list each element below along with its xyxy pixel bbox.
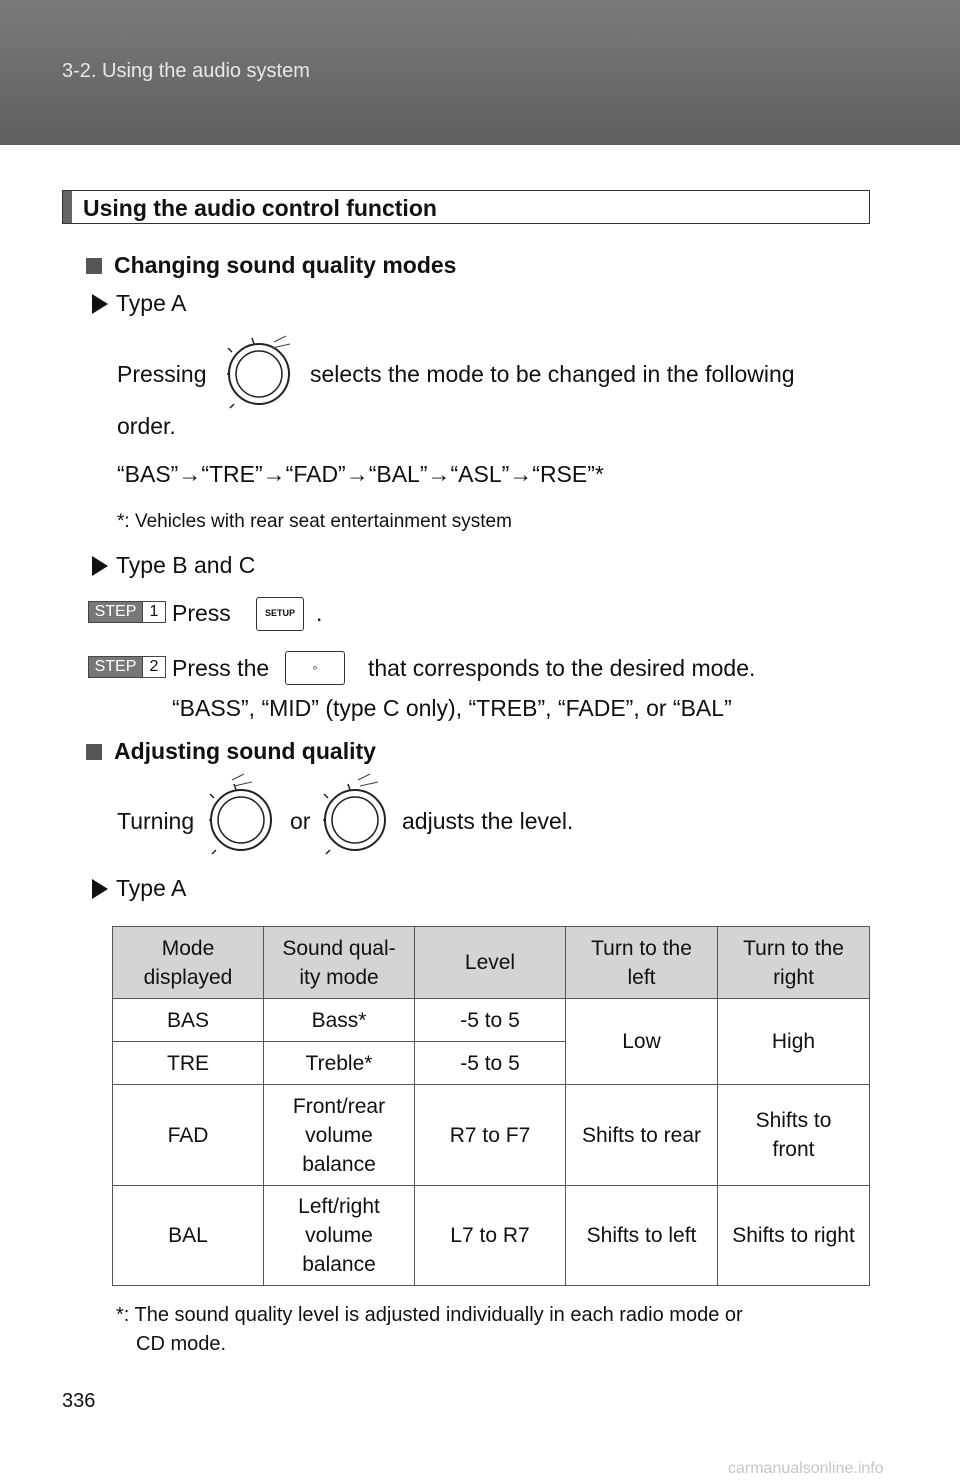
header-line: right bbox=[773, 965, 814, 989]
table-header-row bbox=[113, 927, 870, 999]
rse-note: *: Vehicles with rear seat entertainment system bbox=[117, 511, 512, 532]
type-bc-text: Type B and C bbox=[116, 552, 256, 578]
header-line: ity mode bbox=[299, 965, 379, 989]
cell-right bbox=[718, 1085, 870, 1186]
cell-level: -5 to 5 bbox=[415, 1042, 566, 1085]
adjusting-heading bbox=[86, 738, 376, 765]
step2-detail: “BASS”, “MID” (type C only), “TREB”, “FADE”, or “BAL” bbox=[172, 695, 732, 721]
square-bullet-icon bbox=[86, 744, 102, 760]
step1-pre: Press bbox=[172, 600, 231, 626]
table-row bbox=[113, 1186, 870, 1286]
pressing-cont: order. bbox=[117, 413, 176, 439]
type-bc-label bbox=[92, 552, 255, 579]
step2-pre: Press the bbox=[172, 655, 270, 681]
preset-button-icon: ◦ bbox=[285, 651, 345, 685]
cell-high: High bbox=[718, 999, 870, 1085]
adjust-type-a-text: Type A bbox=[116, 875, 187, 901]
turning-pre: Turning bbox=[117, 808, 195, 834]
step-label: STEP bbox=[89, 602, 142, 622]
cell-quality bbox=[264, 1085, 415, 1186]
adjust-type-a-label bbox=[92, 875, 186, 902]
adjusting-heading-text: Adjusting sound quality bbox=[114, 738, 376, 764]
page-number: 336 bbox=[62, 1390, 96, 1412]
turning-post: adjusts the level. bbox=[402, 808, 574, 834]
header-line: displayed bbox=[143, 965, 233, 989]
cell-right: Shifts to right bbox=[718, 1186, 870, 1286]
cell-mode: BAS bbox=[113, 999, 264, 1042]
section-accent bbox=[63, 191, 72, 223]
breadcrumb: 3-2. Using the audio system bbox=[62, 60, 310, 82]
step2-badge bbox=[88, 656, 166, 678]
pressing-post: selects the mode to be changed in the following bbox=[310, 361, 795, 387]
step-number: 1 bbox=[142, 602, 165, 622]
cell-left: Shifts to rear bbox=[566, 1085, 718, 1186]
pressing-pre: Pressing bbox=[117, 361, 207, 387]
header-right bbox=[718, 927, 870, 999]
changing-heading-text: Changing sound quality modes bbox=[114, 252, 457, 278]
triangle-bullet-icon bbox=[92, 294, 108, 314]
table-row bbox=[113, 999, 870, 1042]
cell-line: Shifts to bbox=[755, 1109, 832, 1132]
cell-line: Left/right bbox=[298, 1195, 380, 1218]
sound-quality-table bbox=[112, 926, 870, 1286]
cell-line: balance bbox=[302, 1253, 376, 1276]
cell-quality: Bass* bbox=[264, 999, 415, 1042]
step1-post: . bbox=[316, 600, 323, 626]
step-label: STEP bbox=[89, 657, 142, 677]
header-line: Sound qual- bbox=[282, 936, 396, 960]
cell-level: L7 to R7 bbox=[415, 1186, 566, 1286]
tune-scroll-knob-icon bbox=[318, 772, 398, 856]
section-title-bar bbox=[62, 190, 870, 224]
table-row bbox=[113, 1085, 870, 1186]
cell-level: -5 to 5 bbox=[415, 999, 566, 1042]
header-line: Turn to the bbox=[743, 936, 844, 960]
cell-left: Shifts to left bbox=[566, 1186, 718, 1286]
step-number: 2 bbox=[142, 657, 165, 677]
cell-low: Low bbox=[566, 999, 718, 1085]
step2-post: that corresponds to the desired mode. bbox=[368, 655, 756, 681]
mode-sequence: “BAS”→“TRE”→“FAD”→“BAL”→“ASL”→“RSE”* bbox=[117, 461, 604, 487]
section-title: Using the audio control function bbox=[83, 195, 437, 221]
header-line: left bbox=[627, 965, 656, 989]
header-line: Mode bbox=[161, 936, 215, 960]
watermark: carmanualsonline.info bbox=[728, 1460, 884, 1477]
cell-mode: BAL bbox=[113, 1186, 264, 1286]
tune-file-knob-icon bbox=[222, 334, 302, 410]
header-left bbox=[566, 927, 718, 999]
header-line: Level bbox=[464, 951, 516, 974]
cell-line: balance bbox=[302, 1152, 376, 1176]
header-level bbox=[415, 927, 566, 999]
header-quality bbox=[264, 927, 415, 999]
tune-file-knob-icon bbox=[204, 772, 284, 856]
cell-quality bbox=[264, 1186, 415, 1286]
triangle-bullet-icon bbox=[92, 556, 108, 576]
cell-mode: TRE bbox=[113, 1042, 264, 1085]
footnote-line1: *: The sound quality level is adjusted individually in each radio mode or bbox=[116, 1304, 743, 1326]
cell-line: Front/rear bbox=[292, 1094, 386, 1118]
cell-quality: Treble* bbox=[264, 1042, 415, 1085]
header-band bbox=[0, 0, 960, 145]
type-a-label bbox=[92, 290, 186, 317]
cell-line: front bbox=[772, 1138, 815, 1161]
header-mode bbox=[113, 927, 264, 999]
triangle-bullet-icon bbox=[92, 879, 108, 899]
type-a-text: Type A bbox=[116, 290, 187, 316]
setup-button-icon: SETUP bbox=[256, 597, 304, 631]
changing-heading bbox=[86, 252, 456, 279]
step1-badge bbox=[88, 601, 166, 623]
turning-or: or bbox=[290, 808, 311, 834]
cell-line: volume bbox=[305, 1123, 373, 1147]
cell-line: volume bbox=[305, 1224, 373, 1247]
header-line: Turn to the bbox=[591, 936, 692, 960]
cell-mode: FAD bbox=[113, 1085, 264, 1186]
square-bullet-icon bbox=[86, 258, 102, 274]
cell-level: R7 to F7 bbox=[415, 1085, 566, 1186]
footnote-line2: CD mode. bbox=[136, 1333, 227, 1355]
